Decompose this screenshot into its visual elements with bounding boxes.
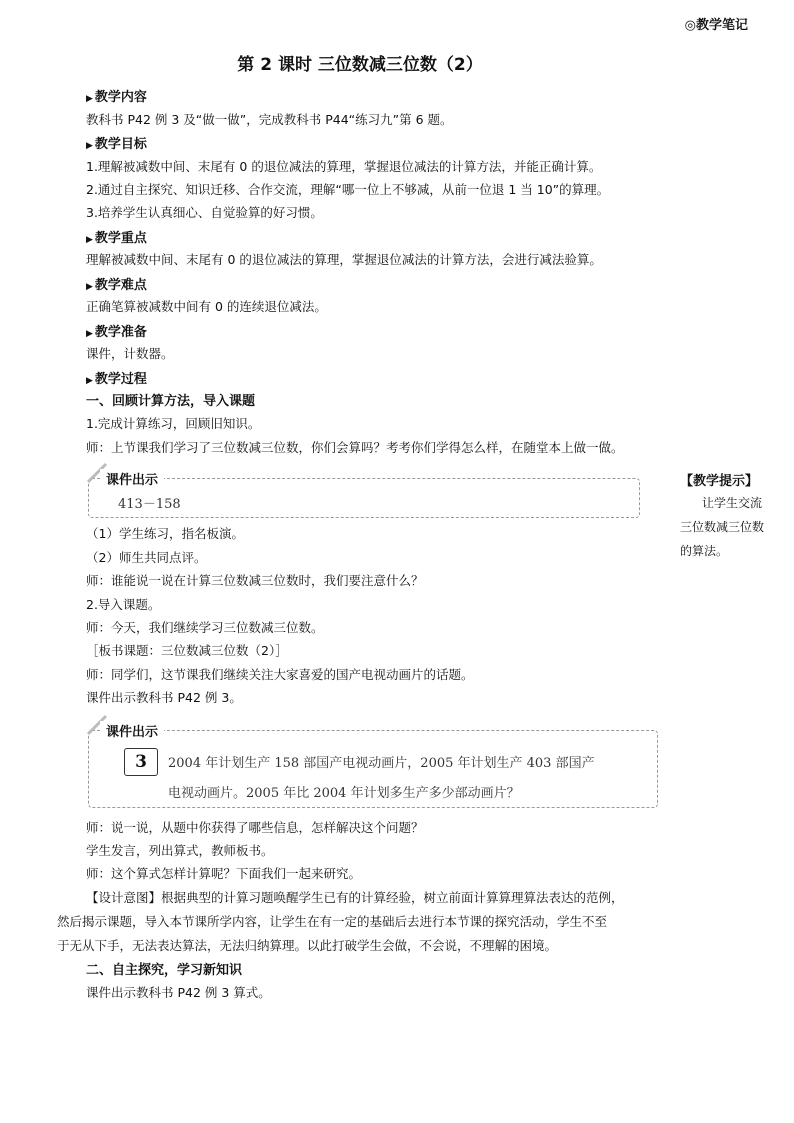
- paragraph-line: （2）师生共同点评。: [86, 550, 207, 565]
- sidebar-tip-line: 让学生交流: [702, 496, 763, 510]
- paragraph-line: 师：说一说，从题中你获得了哪些信息，怎样解决这个问题？: [86, 820, 424, 835]
- paragraph-line: （1）学生练习，指名板演。: [86, 526, 244, 541]
- paragraph-line: ［板书课题：三位数减三位数（2）］: [86, 643, 288, 658]
- example-number-badge: 3: [124, 748, 158, 776]
- part1-title: 一、回顾计算方法，导入课题: [86, 394, 256, 409]
- goal-item: 2.通过自主探究、知识迁移、合作交流，理解“哪一位上不够减，从前一位退 1 当 10”的算理。: [86, 182, 610, 197]
- paragraph-line: 师：上节课我们学习了三位数减三位数，你们会算吗？考考你们学得怎么样，在随堂本上做一做。: [86, 440, 624, 455]
- section-heading-key: ▶ 教学重点: [86, 231, 147, 246]
- section-heading-prep: ▶ 教学准备: [86, 325, 147, 340]
- design-intent-line: 【设计意图】根据典型的计算习题唤醒学生已有的计算经验，树立前面计算算理算法表达的范例，: [86, 890, 624, 905]
- section-heading-goals: ▶ 教学目标: [86, 137, 147, 152]
- triangle-icon: ▶: [86, 94, 93, 104]
- example-line: 电视动画片。2005 年比 2004 年计划多生产多少部动画片？: [168, 786, 520, 801]
- paragraph-line: 课件出示教科书 P42 例 3。: [86, 690, 242, 705]
- paragraph-line: 师：今天，我们继续学习三位数减三位数。: [86, 620, 324, 635]
- content-text: 教科书 P42 例 3 及“做一做”，完成教科书 P44“练习九”第 6 题。: [86, 112, 453, 127]
- triangle-icon: ▶: [86, 235, 93, 245]
- goal-item: 3.培养学生认真细心、自觉验算的好习惯。: [86, 205, 323, 220]
- goal-item: 1.理解被减数中间、末尾有 0 的退位减法的算理，掌握退位减法的计算方法，并能正确计算。: [86, 159, 602, 174]
- paragraph-line: 2.导入课题。: [86, 597, 161, 612]
- example-line: 2004 年计划生产 158 部国产电视动画片，2005 年计划生产 403 部国产: [168, 756, 595, 771]
- sidebar-tip-line: 的算法。: [680, 544, 729, 558]
- key-text: 理解被减数中间、末尾有 0 的退位减法的算理，掌握退位减法的计算方法，会进行减法验算。: [86, 252, 602, 267]
- page-title: 第 2 课时 三位数减三位数（2）: [237, 55, 483, 75]
- sidebar-tip-heading: 【教学提示】: [680, 474, 759, 489]
- slide-box-label: 课件出示: [100, 469, 164, 488]
- part2-title: 二、自主探究，学习新知识: [86, 963, 243, 978]
- design-intent-line: 然后揭示课题，导入本节课所学内容，让学生在有一定的基础后去进行本节课的探究活动，学生不至: [57, 914, 608, 929]
- prep-text: 课件，计数器。: [86, 346, 174, 361]
- paragraph-line: 课件出示教科书 P42 例 3 算式。: [86, 985, 271, 1000]
- paragraph-line: 学生发言，列出算式，教师板书。: [86, 843, 274, 858]
- section-heading-process: ▶ 教学过程: [86, 372, 147, 387]
- section-heading-difficulty: ▶ 教学难点: [86, 278, 147, 293]
- design-intent-line: 于无从下手，无法表达算法，无法归纳算理。以此打破学生会做，不会说，不理解的困境。: [57, 938, 558, 953]
- slide-box-label: 课件出示: [100, 721, 164, 740]
- paragraph-line: 师：谁能说一说在计算三位数减三位数时，我们要注意什么？: [86, 573, 424, 588]
- triangle-icon: ▶: [86, 376, 93, 386]
- paragraph-line: 师：这个算式怎样计算呢？下面我们一起来研究。: [86, 866, 362, 881]
- paragraph-line: 1.完成计算练习，回顾旧知识。: [86, 416, 261, 431]
- triangle-icon: ▶: [86, 141, 93, 151]
- sidebar-tip-line: 三位数减三位数: [680, 520, 765, 534]
- difficulty-text: 正确笔算被减数中间有 0 的连续退位减法。: [86, 299, 327, 314]
- box1-expression: 413－158: [118, 497, 181, 512]
- brand-label: ◎教学笔记: [684, 18, 748, 33]
- section-heading-content: ▶ 教学内容: [86, 90, 147, 105]
- paragraph-line: 师：同学们，这节课我们继续关注大家喜爱的国产电视动画片的话题。: [86, 667, 474, 682]
- triangle-icon: ▶: [86, 329, 93, 339]
- triangle-icon: ▶: [86, 282, 93, 292]
